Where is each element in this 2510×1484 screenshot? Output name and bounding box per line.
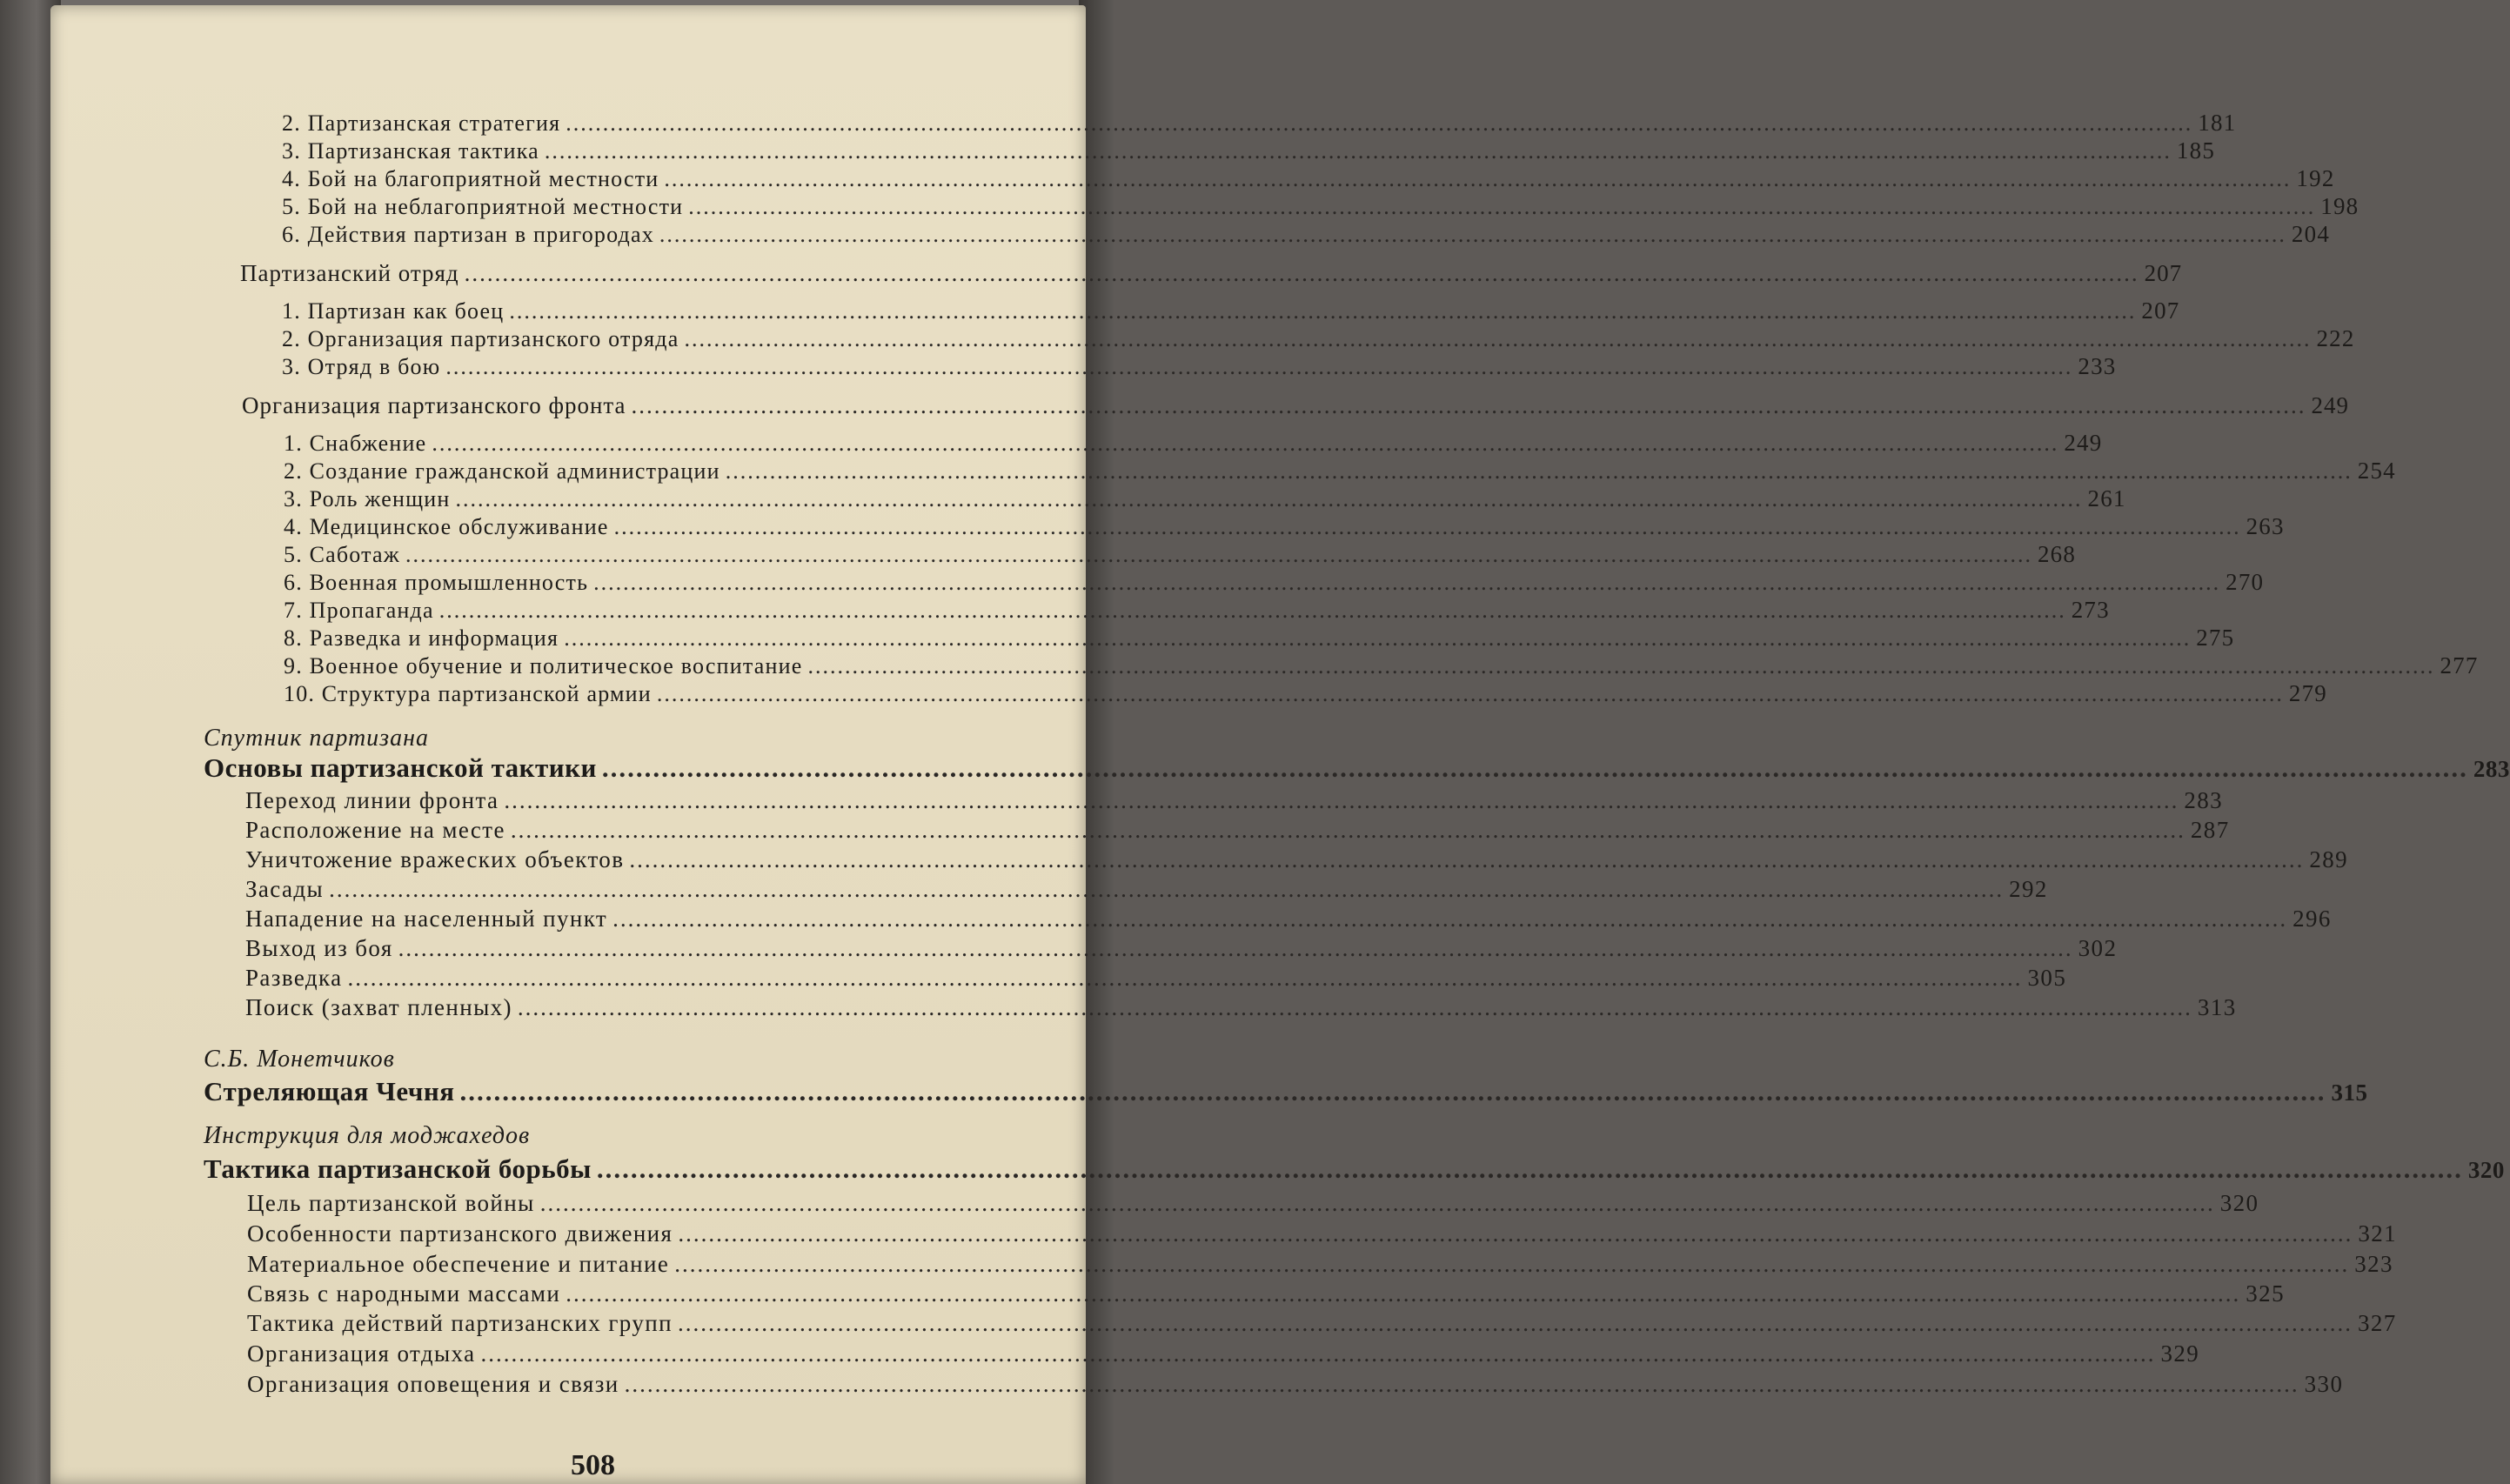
entry-page-number: 320	[2219, 1190, 2259, 1216]
toc-subentry	[284, 485, 2126, 512]
entry-title: Особенности партизанского движения	[247, 1220, 673, 1247]
toc-subentry	[284, 625, 2235, 652]
entry-page-number: 233	[2078, 353, 2117, 379]
toc-entry	[245, 846, 2349, 873]
leader-dots: ............................................................................................................................................................................................................................	[688, 194, 2316, 219]
leader-dots: ............................................................................................................................................................................................................................	[405, 542, 2032, 567]
leader-dots: ............................................................................................................................................................................................................................	[664, 166, 2292, 191]
entry-page-number: 185	[2176, 137, 2216, 164]
entry-title: 1. Снабжение	[284, 431, 427, 456]
toc-section-entry	[242, 392, 2350, 419]
entry-title: Основы партизанской тактики	[204, 752, 597, 783]
leader-dots: ............................................................................................................................................................................................................................	[510, 817, 2185, 843]
leader-dots: ............................................................................................................................................................................................................................	[509, 298, 2137, 324]
entry-page-number: 283	[2473, 756, 2510, 782]
toc-entry	[247, 1220, 2398, 1247]
toc-entry	[247, 1340, 2200, 1367]
leader-dots: ............................................................................................................................................................................................................................	[725, 458, 2353, 484]
leader-dots: ............................................................................................................................................................................................................................	[438, 598, 2066, 623]
entry-title: Нападение на населенный пункт	[245, 906, 608, 932]
entry-page-number: 254	[2357, 458, 2396, 484]
leader-dots: ............................................................................................................................................................................................................................	[398, 935, 2073, 961]
toc-subentry	[282, 110, 2237, 137]
entry-page-number: 268	[2037, 541, 2077, 567]
entry-title: 2. Организация партизанского отряда	[282, 326, 679, 351]
entry-title: 2. Партизанская стратегия	[282, 110, 561, 136]
entry-title: Разведка	[245, 965, 343, 991]
toc-subentry	[284, 569, 2265, 596]
entry-page-number: 273	[2071, 597, 2110, 623]
entry-title: 3. Роль женщин	[284, 486, 451, 511]
toc-section-entry	[240, 260, 2183, 287]
leader-dots: ............................................................................................................................................................................................................................	[504, 787, 2179, 813]
toc-subentry	[282, 325, 2355, 352]
entry-title: Организация оповещения и связи	[247, 1371, 619, 1397]
entry-title: Связь с народными массами	[247, 1280, 561, 1307]
entry-page-number: 289	[2309, 846, 2349, 872]
entry-title: 4. Медицинское обслуживание	[284, 514, 609, 539]
entry-title: 3. Партизанская тактика	[282, 138, 539, 164]
toc-subentry	[282, 297, 2180, 324]
entry-page-number: 320	[2467, 1157, 2505, 1183]
entry-page-number: 192	[2296, 165, 2335, 191]
entry-page-number: 327	[2357, 1310, 2397, 1336]
entry-title: 2. Создание гражданской администрации	[284, 458, 720, 484]
entry-page-number: 249	[2311, 392, 2350, 418]
toc-entry	[247, 1310, 2397, 1337]
section-author: Инструкция для моджахедов	[204, 1122, 531, 1149]
entry-page-number: 261	[2087, 485, 2126, 511]
toc-entry	[247, 1280, 2285, 1307]
entry-title: 4. Бой на благоприятной местности	[282, 166, 659, 191]
entry-title: Выход из боя	[245, 935, 393, 961]
toc-entry	[245, 876, 2048, 903]
entry-page-number: 279	[2288, 680, 2327, 706]
toc-subentry	[282, 137, 2216, 164]
leader-dots: ............................................................................................................................................................................................................................	[678, 1220, 2353, 1247]
toc-subentry	[282, 165, 2335, 192]
entry-title: Уничтожение вражеских объектов	[245, 846, 625, 872]
entry-page-number: 275	[2196, 625, 2235, 651]
entry-title: Засады	[245, 876, 325, 902]
entry-title: 1. Партизан как боец	[282, 298, 505, 324]
leader-dots: ............................................................................................................................................................................................................................	[347, 965, 2023, 991]
toc-subentry	[284, 652, 2479, 679]
leader-dots: ............................................................................................................................................................................................................................	[329, 876, 2005, 902]
toc-subentry	[282, 353, 2117, 380]
toc-subentry	[284, 458, 2396, 485]
leader-dots: ............................................................................................................................................................................................................................	[445, 354, 2073, 379]
section-author: С.Б. Монетчиков	[204, 1046, 395, 1073]
leader-dots: ............................................................................................................................................................................................................................	[601, 752, 2468, 783]
entry-title: Тактика партизанской борьбы	[204, 1153, 592, 1184]
leader-dots: ............................................................................................................................................................................................................................	[566, 110, 2193, 136]
entry-page-number: 315	[2331, 1080, 2368, 1106]
entry-page-number: 321	[2358, 1220, 2398, 1247]
entry-title: 5. Саботаж	[284, 542, 400, 567]
entry-page-number: 198	[2320, 193, 2359, 219]
leader-dots: ............................................................................................................................................................................................................................	[596, 1153, 2463, 1184]
entry-title: 10. Структура партизанской армии	[284, 681, 652, 706]
leader-dots: ............................................................................................................................................................................................................................	[517, 994, 2192, 1020]
leader-dots: ............................................................................................................................................................................................................................	[564, 625, 2192, 651]
toc-main-entry	[204, 1153, 2505, 1185]
entry-page-number: 270	[2226, 569, 2265, 595]
entry-page-number: 313	[2197, 994, 2237, 1020]
toc-subentry	[284, 541, 2077, 568]
leader-dots: ............................................................................................................................................................................................................................	[480, 1340, 2156, 1367]
leader-dots: ............................................................................................................................................................................................................................	[624, 1371, 2299, 1397]
leader-dots: ............................................................................................................................................................................................................................	[459, 1076, 2326, 1106]
entry-page-number: 292	[2009, 876, 2048, 902]
entry-page-number: 330	[2304, 1371, 2344, 1397]
entry-title: 7. Пропаганда	[284, 598, 434, 623]
leader-dots: ............................................................................................................................................................................................................................	[464, 260, 2139, 286]
leader-dots: ............................................................................................................................................................................................................................	[544, 138, 2172, 164]
toc-entry	[245, 965, 2067, 992]
section-author: Спутник партизана	[204, 725, 429, 752]
leader-dots: ............................................................................................................................................................................................................................	[539, 1190, 2215, 1216]
leader-dots: ............................................................................................................................................................................................................................	[656, 681, 2284, 706]
entry-title: Организация партизанского фронта	[242, 392, 626, 418]
leader-dots: ............................................................................................................................................................................................................................	[807, 653, 2435, 678]
leader-dots: ............................................................................................................................................................................................................................	[684, 326, 2312, 351]
toc-entry	[245, 787, 2224, 814]
entry-title: Поиск (захват пленных)	[245, 994, 512, 1020]
entry-title: Стреляющая Чечня	[204, 1076, 455, 1106]
leader-dots: ............................................................................................................................................................................................................................	[612, 906, 2288, 932]
toc-entry	[245, 994, 2237, 1021]
toc-entry	[247, 1251, 2393, 1278]
toc-entry	[245, 817, 2230, 844]
leader-dots: ............................................................................................................................................................................................................................	[629, 846, 2305, 872]
entry-title: 9. Военное обучение и политическое воспитание	[284, 653, 803, 678]
page-number: 508	[571, 1449, 615, 1481]
entry-page-number: 222	[2316, 325, 2355, 351]
entry-page-number: 287	[2190, 817, 2230, 843]
entry-page-number: 302	[2078, 935, 2118, 961]
entry-title: Партизанский отряд	[240, 260, 459, 286]
entry-title: Тактика действий партизанских групп	[247, 1310, 673, 1336]
toc-subentry	[282, 221, 2331, 248]
toc-subentry	[282, 193, 2359, 220]
entry-page-number: 204	[2291, 221, 2331, 247]
entry-page-number: 249	[2064, 430, 2103, 456]
leader-dots: ............................................................................................................................................................................................................................	[659, 222, 2286, 247]
entry-title: 5. Бой на неблагоприятной местности	[282, 194, 684, 219]
entry-title: 6. Военная промышленность	[284, 570, 589, 595]
leader-dots: ............................................................................................................................................................................................................................	[593, 570, 2221, 595]
entry-title: Переход линии фронта	[245, 787, 499, 813]
toc-subentry	[284, 680, 2327, 707]
toc-entry	[247, 1371, 2344, 1398]
leader-dots: ............................................................................................................................................................................................................................	[631, 392, 2306, 418]
leader-dots: ............................................................................................................................................................................................................................	[677, 1310, 2353, 1336]
entry-title: 3. Отряд в бою	[282, 354, 441, 379]
entry-page-number: 296	[2292, 906, 2332, 932]
toc-subentry	[284, 597, 2110, 624]
toc-main-entry	[204, 752, 2510, 784]
entry-page-number: 207	[2144, 260, 2183, 286]
entry-title: Цель партизанской войны	[247, 1190, 535, 1216]
entry-title: Организация отдыха	[247, 1340, 476, 1367]
toc-entry	[247, 1190, 2259, 1217]
entry-title: Материальное обеспечение и питание	[247, 1251, 670, 1277]
entry-page-number: 305	[2027, 965, 2067, 991]
entry-page-number: 323	[2354, 1251, 2393, 1277]
toc-entry	[245, 935, 2118, 962]
entry-page-number: 277	[2440, 652, 2479, 678]
entry-title: 6. Действия партизан в пригородах	[282, 222, 654, 247]
entry-page-number: 207	[2141, 297, 2180, 324]
toc-main-entry	[204, 1076, 2368, 1107]
leader-dots: ............................................................................................................................................................................................................................	[432, 431, 2059, 456]
leader-dots: ............................................................................................................................................................................................................................	[674, 1251, 2350, 1277]
toc-entry	[245, 906, 2332, 933]
entry-page-number: 263	[2246, 513, 2285, 539]
entry-page-number: 329	[2160, 1340, 2200, 1367]
leader-dots: ............................................................................................................................................................................................................................	[455, 486, 2083, 511]
entry-page-number: 181	[2198, 110, 2237, 136]
toc-subentry	[284, 513, 2285, 540]
entry-title: Расположение на месте	[245, 817, 505, 843]
entry-title: 8. Разведка и информация	[284, 625, 559, 651]
leader-dots: ............................................................................................................................................................................................................................	[613, 514, 2241, 539]
leader-dots: ............................................................................................................................................................................................................................	[566, 1280, 2241, 1307]
entry-page-number: 325	[2246, 1280, 2285, 1307]
entry-page-number: 283	[2184, 787, 2224, 813]
toc-subentry	[284, 430, 2103, 457]
